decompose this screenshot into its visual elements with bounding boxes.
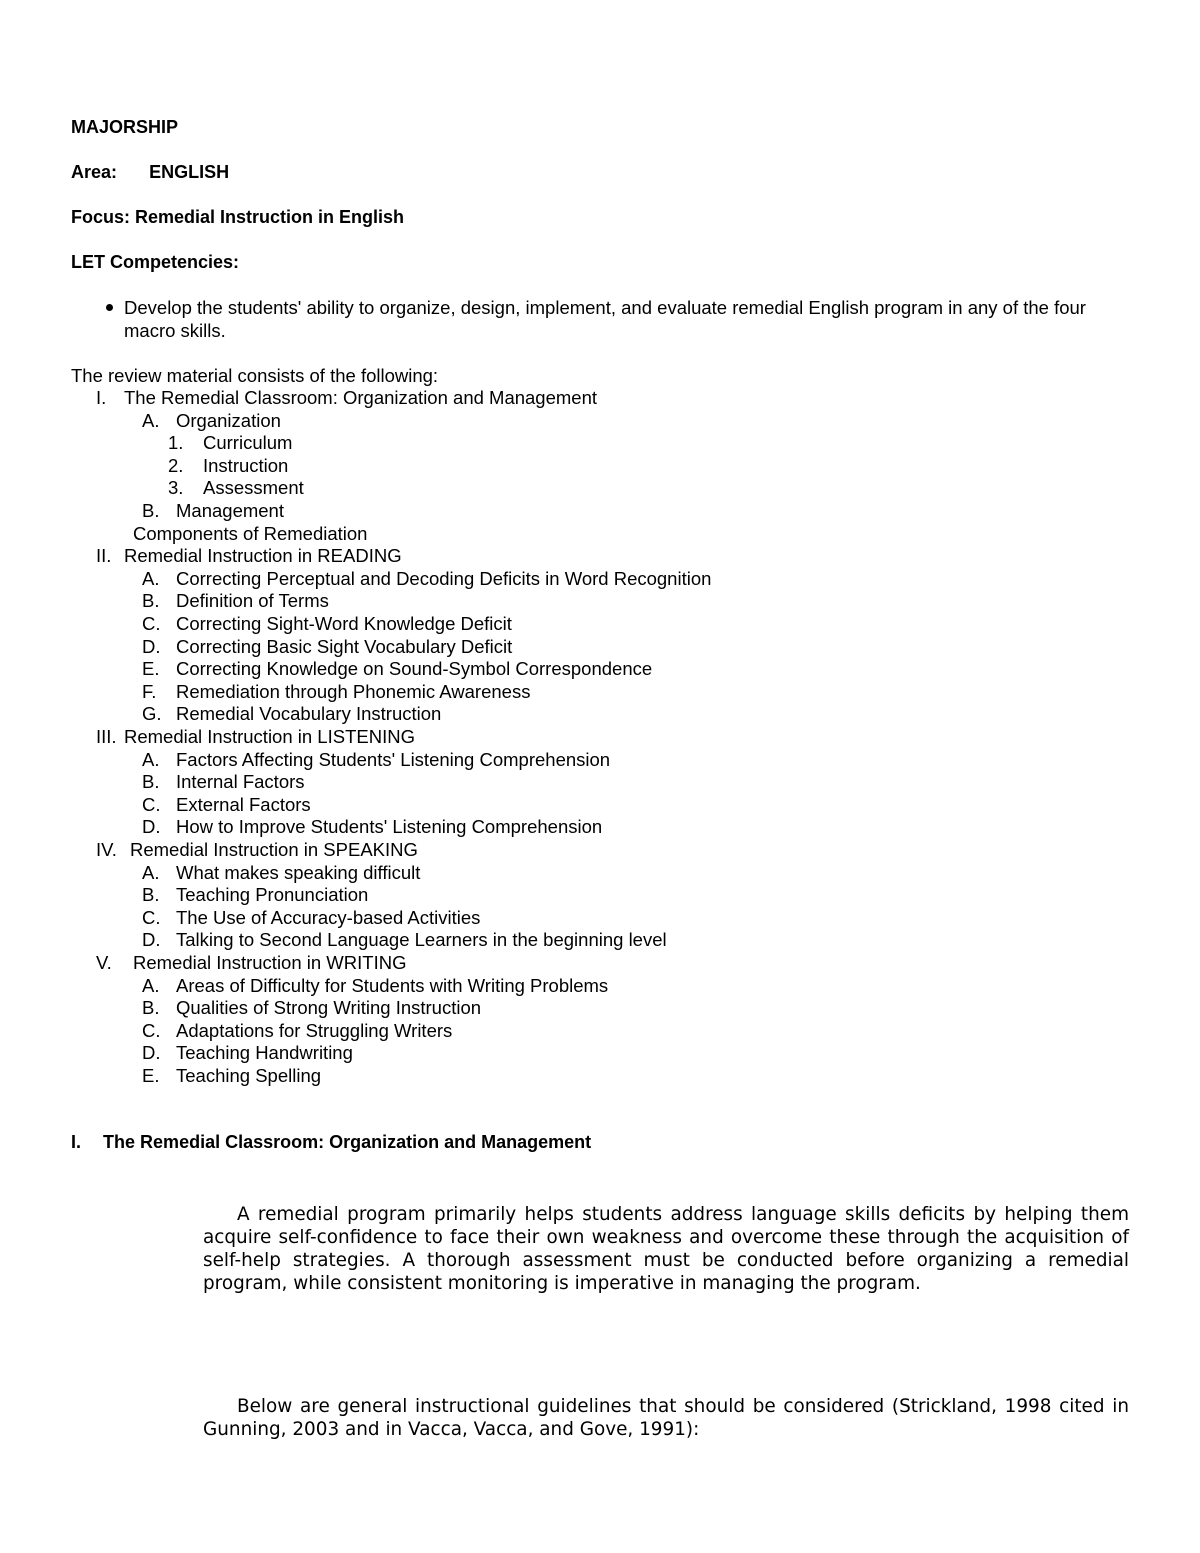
outline-item bbox=[0, 681, 1100, 704]
outline-item bbox=[0, 477, 1100, 500]
outline-marker: D. bbox=[142, 929, 161, 951]
outline-marker: A. bbox=[142, 974, 160, 996]
outline-item bbox=[0, 1042, 1100, 1065]
outline-marker: D. bbox=[142, 635, 161, 657]
outline-text: Remedial Vocabulary Instruction bbox=[176, 703, 442, 725]
focus-line: Focus: Remedial Instruction in English bbox=[71, 207, 405, 227]
outline-text: Management bbox=[176, 500, 284, 521]
outline-marker: A. bbox=[142, 748, 160, 770]
outline-item bbox=[0, 862, 1100, 885]
competencies-label: LET Competencies: bbox=[71, 252, 240, 272]
outline-item bbox=[0, 794, 1100, 817]
outline-text: Internal Factors bbox=[176, 771, 305, 793]
outline-marker: F. bbox=[142, 680, 157, 702]
outline-text: Correcting Perceptual and Decoding Deficits in Word Recognition bbox=[176, 567, 712, 589]
outline-item bbox=[0, 839, 1100, 862]
section-title: The Remedial Classroom: Organization and Management bbox=[103, 1132, 592, 1152]
outline-text: The Remedial Classroom: Organization and Management bbox=[124, 387, 598, 408]
outline-marker: B. bbox=[142, 500, 160, 521]
outline-item bbox=[0, 387, 1100, 410]
outline-marker: A. bbox=[142, 861, 160, 883]
outline-marker: IV. bbox=[96, 839, 117, 860]
outline-item bbox=[0, 929, 1100, 952]
outline-marker: V. bbox=[96, 952, 112, 973]
outline-item bbox=[0, 749, 1100, 772]
outline-marker: C. bbox=[142, 1019, 161, 1041]
outline-marker: A. bbox=[142, 567, 160, 589]
outline-text: Correcting Knowledge on Sound-Symbol Correspondence bbox=[176, 658, 653, 680]
outline-marker: I. bbox=[96, 387, 107, 408]
outline-marker: G. bbox=[142, 703, 162, 725]
outline-marker: D. bbox=[142, 1042, 161, 1064]
outline-item bbox=[0, 455, 1100, 478]
outline-item bbox=[0, 771, 1100, 794]
outline-marker: C. bbox=[142, 906, 161, 928]
outline-marker: II. bbox=[96, 545, 112, 567]
outline-item bbox=[0, 613, 1100, 636]
outline-text: What makes speaking difficult bbox=[176, 861, 421, 883]
outline-marker: B. bbox=[142, 771, 160, 793]
outline-text: Qualities of Strong Writing Instruction bbox=[176, 997, 482, 1019]
section-paragraph-2: Below are general instructional guidelines that should be considered (Strickland, 1998 cited in Gunning, 2003 and in Vacca, Vacca, and Gove, 1991): bbox=[203, 1396, 1129, 1440]
outline-text: External Factors bbox=[176, 793, 311, 815]
outline-marker: A. bbox=[142, 409, 160, 431]
outline-text: Assessment bbox=[203, 477, 304, 499]
outline-marker: III. bbox=[96, 726, 117, 747]
outline-item bbox=[0, 568, 1100, 591]
outline-marker: B. bbox=[142, 997, 160, 1019]
outline-item bbox=[0, 816, 1100, 839]
section-marker: I. bbox=[71, 1132, 82, 1152]
outline-marker: E. bbox=[142, 658, 160, 680]
outline-text: Remedial Instruction in LISTENING bbox=[124, 726, 415, 747]
outline-text: How to Improve Students' Listening Comprehension bbox=[176, 816, 603, 838]
outline-text: Factors Affecting Students' Listening Comprehension bbox=[176, 748, 611, 770]
outline-item bbox=[0, 410, 1100, 433]
outline-item bbox=[0, 884, 1100, 907]
outline-text: Teaching Handwriting bbox=[176, 1042, 353, 1064]
outline-text: Remediation through Phonemic Awareness bbox=[176, 680, 531, 702]
outline-marker: 3. bbox=[168, 477, 184, 499]
outline-item bbox=[0, 658, 1100, 681]
outline-text: Organization bbox=[176, 409, 281, 431]
outline-marker: B. bbox=[142, 884, 160, 906]
outline-text: Remedial Instruction in SPEAKING bbox=[130, 839, 418, 860]
outline-text: Talking to Second Language Learners in the beginning level bbox=[176, 929, 667, 951]
outline-marker: D. bbox=[142, 816, 161, 838]
outline-item bbox=[0, 432, 1100, 455]
outline-marker: 2. bbox=[168, 454, 184, 476]
outline-item bbox=[0, 952, 1100, 975]
outline-text: Teaching Pronunciation bbox=[176, 884, 369, 906]
outline-item bbox=[0, 907, 1100, 930]
outline-item bbox=[0, 975, 1100, 998]
area-line bbox=[71, 162, 229, 183]
outline-marker: B. bbox=[142, 590, 160, 612]
outline-marker: E. bbox=[142, 1065, 160, 1086]
section-paragraph-1: A remedial program primarily helps students address language skills deficits by helping them acquire self-confidence to face their own weakness and overcome these through the acquisition of self-help strategies. A thorough assessment must be conducted before organizing a remedial program, while consistent monitoring is imperative in managing the program. bbox=[203, 1204, 1129, 1294]
bullet-icon bbox=[106, 304, 113, 311]
area-label: Area: bbox=[71, 162, 118, 182]
outline-item bbox=[0, 523, 1100, 546]
document-title: MAJORSHIP bbox=[71, 117, 179, 137]
outline-item bbox=[0, 726, 1100, 749]
outline-text: Adaptations for Struggling Writers bbox=[176, 1019, 453, 1041]
outline-text: The Use of Accuracy-based Activities bbox=[176, 906, 481, 928]
outline-text: Areas of Difficulty for Students with Writing Problems bbox=[176, 974, 609, 996]
outline-marker: 1. bbox=[168, 432, 184, 454]
outline-item bbox=[0, 1020, 1100, 1043]
outline-item bbox=[0, 545, 1100, 568]
outline-text: Curriculum bbox=[203, 432, 293, 454]
outline-marker: C. bbox=[142, 613, 161, 634]
outline-item bbox=[0, 1065, 1100, 1088]
outline-text: Correcting Sight-Word Knowledge Deficit bbox=[176, 613, 512, 634]
review-intro: The review material consists of the following: bbox=[71, 365, 439, 386]
outline-item bbox=[0, 500, 1100, 523]
outline-text: Definition of Terms bbox=[176, 590, 329, 612]
outline-text: Correcting Basic Sight Vocabulary Deficit bbox=[176, 635, 513, 657]
outline-item bbox=[0, 590, 1100, 613]
outline-item bbox=[0, 703, 1100, 726]
outline-item bbox=[0, 636, 1100, 659]
outline-text: Remedial Instruction in WRITING bbox=[133, 952, 407, 973]
outline-text: Remedial Instruction in READING bbox=[124, 545, 402, 567]
outline-text: Components of Remediation bbox=[133, 522, 368, 544]
section-heading bbox=[71, 1132, 591, 1153]
competency-item: Develop the students' ability to organize, design, implement, and evaluate remedial English program in any of the four macro skills. bbox=[124, 297, 1086, 341]
outline-item bbox=[0, 997, 1100, 1020]
outline-text: Instruction bbox=[203, 454, 289, 476]
outline-marker: C. bbox=[142, 793, 161, 815]
area-value: ENGLISH bbox=[149, 162, 230, 182]
outline-text: Teaching Spelling bbox=[176, 1065, 322, 1086]
